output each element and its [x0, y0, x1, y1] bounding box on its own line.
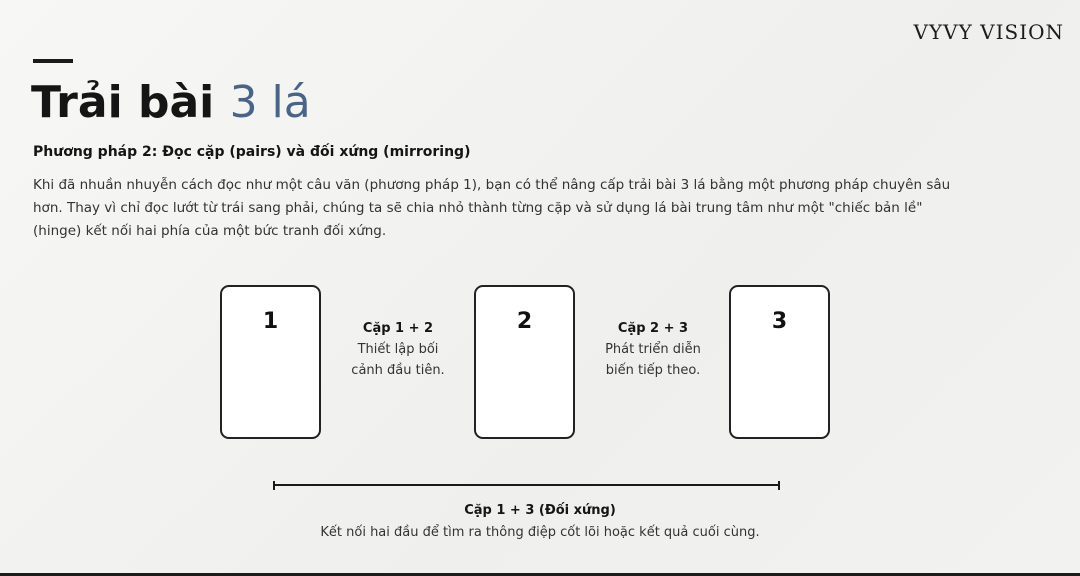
tarot-card-3 — [729, 285, 830, 439]
bracket-tick-right — [778, 481, 780, 490]
pair-description-line: biến tiếp theo. — [605, 363, 701, 378]
section-subtitle: Phương pháp 2: Đọc cặp (pairs) và đối xứng (mirroring) — [33, 144, 471, 160]
pair-description-line: Phát triển diễn — [605, 342, 701, 357]
pair-label: Cặp 2 + 3 — [617, 321, 689, 336]
card-number: 3 — [771, 309, 788, 334]
bracket-tick-left — [273, 481, 275, 490]
brand-logo: VYVY VISION — [913, 20, 1064, 44]
bracket-line — [273, 484, 780, 486]
pair-label: Cặp 1 + 2 — [362, 321, 434, 336]
body-paragraph: Khi đã nhuần nhuyễn cách đọc như một câu văn (phương pháp 1), bạn có thể nâng cấp trải bài 3 lá bằng một phương pháp chuyên sâu hơn. Thay vì chỉ đọc lướt từ trái sang phải, chúng ta sẽ chia nhỏ thành từng cặp và sử dụng lá bài trung tâm như một "chiếc bản lề" (hinge) kết nối hai phía của một bức tranh đối xứng. — [33, 177, 951, 239]
pair-1-2 — [323, 318, 473, 381]
tarot-card-1 — [220, 285, 321, 439]
tarot-card-2 — [474, 285, 575, 439]
title-main: Trải bài — [31, 77, 230, 128]
pair-description-line: cảnh đầu tiên. — [351, 363, 445, 378]
card-number: 1 — [262, 309, 279, 334]
title-accent-bar — [33, 59, 73, 63]
mirror-description: Kết nối hai đầu để tìm ra thông điệp cốt lõi hoặc kết quả cuối cùng. — [320, 525, 760, 540]
page-title — [31, 75, 311, 131]
pair-description-line: Thiết lập bối — [357, 342, 439, 357]
mirror-label: Cặp 1 + 3 (Đối xứng) — [464, 503, 616, 518]
mirror-bracket — [273, 481, 780, 490]
pair-2-3 — [578, 318, 728, 381]
title-highlight: 3 lá — [229, 77, 311, 128]
mirror-pair-1-3 — [240, 500, 840, 544]
card-number: 2 — [516, 309, 533, 334]
